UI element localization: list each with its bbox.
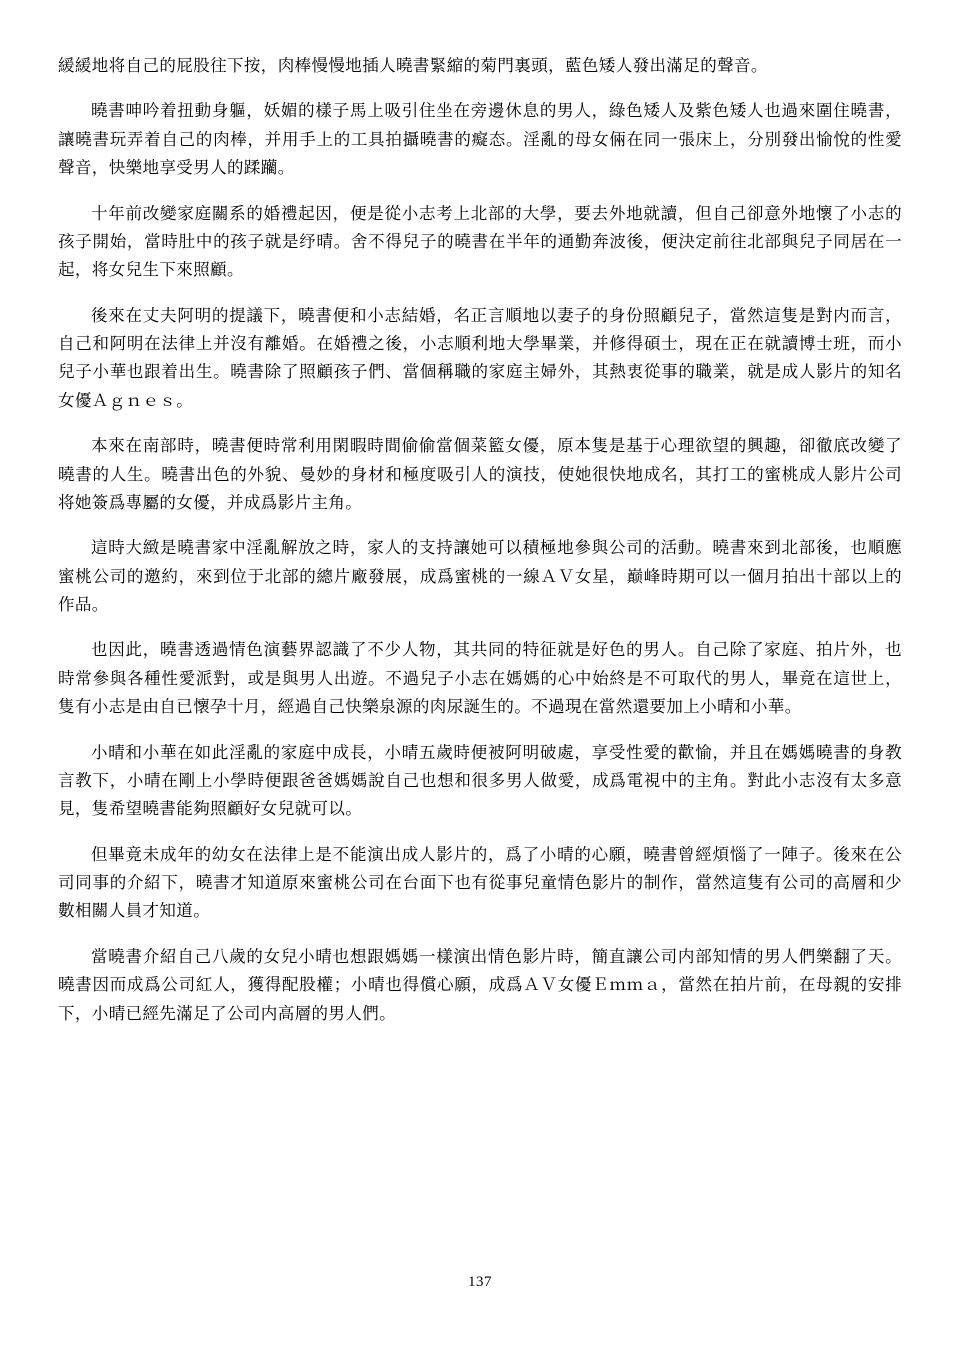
paragraph: 也因此，曉書透過情色演藝界認識了不少人物，其共同的特征就是好色的男人。自己除了家庭、拍片外，也時常參與各種性愛派對，或是與男人出遊。不過兒子小志在媽媽的心中始終是不可取代的男人，畢竟在這世上，隻有小志是由自已懷孕十月，經過自己快樂泉源的肉尿誕生的。不過現在當然還要加上小晴和小華。 xyxy=(58,640,902,717)
page-number: 137 xyxy=(468,1274,492,1290)
paragraph: 小晴和小華在如此淫亂的家庭中成長，小晴五歲時便被阿明破處，享受性愛的歡愉，并且在媽媽曉書的身教言教下，小晴在剛上小學時便跟爸爸媽媽說自己也想和很多男人做愛，成爲電視中的主角。對此小志沒有太多意見，隻希望曉書能夠照顧好女兒就可以。 xyxy=(58,742,902,819)
paragraph: 十年前改變家庭關系的婚禮起因，便是從小志考上北部的大學，要去外地就讀，但自己卻意外地懷了小志的孩子開始，當時肚中的孩子就是纾晴。舍不得兒子的曉書在半年的通勤奔波後，便決定前往北部與兒子同居在一起，将女兒生下來照顧。 xyxy=(58,203,902,280)
paragraph: 這時大緻是曉書家中淫亂解放之時，家人的支持讓她可以積極地參與公司的活動。曉書來到北部後，也順應蜜桃公司的邀約，來到位于北部的總片廠發展，成爲蜜桃的一線ＡＶ女星，巅峰時期可以一個月拍出十部以上的作品。 xyxy=(58,538,902,614)
paragraph: 本來在南部時，曉書便時常利用閑暇時間偷偷當個菜籃女優，原本隻是基于心理欲望的興趣，卻徹底改變了曉書的人生。曉書出色的外貌、曼妙的身材和極度吸引人的演技，使她很快地成名，其打工的蜜桃成人影片公司将她簽爲專屬的女優，并成爲影片主角。 xyxy=(58,436,902,512)
document-body xyxy=(58,52,902,1028)
paragraph: 當曉書介紹自己八歲的女兒小晴也想跟媽媽一樣演出情色影片時，簡直讓公司内部知情的男人們樂翻了天。曉書因而成爲公司紅人，獲得配股權；小晴也得償心願，成爲ＡＶ女優Ｅｍｍａ，當然在拍片前，在母親的安排下，小晴已經先滿足了公司内高層的男人們。 xyxy=(58,946,902,1023)
paragraph: 曉書呻吟着扭動身軀，妖媚的樣子馬上吸引住坐在旁邊休息的男人，綠色矮人及紫色矮人也過來圍住曉書，讓曉書玩弄着自己的肉棒，并用手上的工具拍攝曉書的癡态。淫亂的母女倆在同一張床上，分別發出愉悅的性愛聲音，快樂地享受男人的蹂躪。 xyxy=(58,101,902,178)
paragraph: 但畢竟未成年的幼女在法律上是不能演出成人影片的，爲了小晴的心願，曉書曾經煩惱了一陣子。後來在公司同事的介紹下，曉書才知道原來蜜桃公司在台面下也有從事兒童情色影片的制作，當然這隻有公司的高層和少數相關人員才知道。 xyxy=(58,844,902,921)
paragraph: 後來在丈夫阿明的提議下，曉書便和小志結婚，名正言順地以妻子的身份照顧兒子，當然這隻是對内而言，自己和阿明在法律上并沒有離婚。在婚禮之後，小志順利地大學畢業，并修得碩士，現在正在就讀博士班，而小兒子小華也跟着出生。曉書除了照顧孩子們、當個稱職的家庭主婦外，其熱衷從事的職業，就是成人影片的知名女優Ａｇｎｅｓ。 xyxy=(58,305,902,410)
paragraph: 緩緩地将自己的屁股往下按，肉棒慢慢地插人曉書緊縮的菊門裏頭，藍色矮人發出滿足的聲音。 xyxy=(58,56,768,75)
